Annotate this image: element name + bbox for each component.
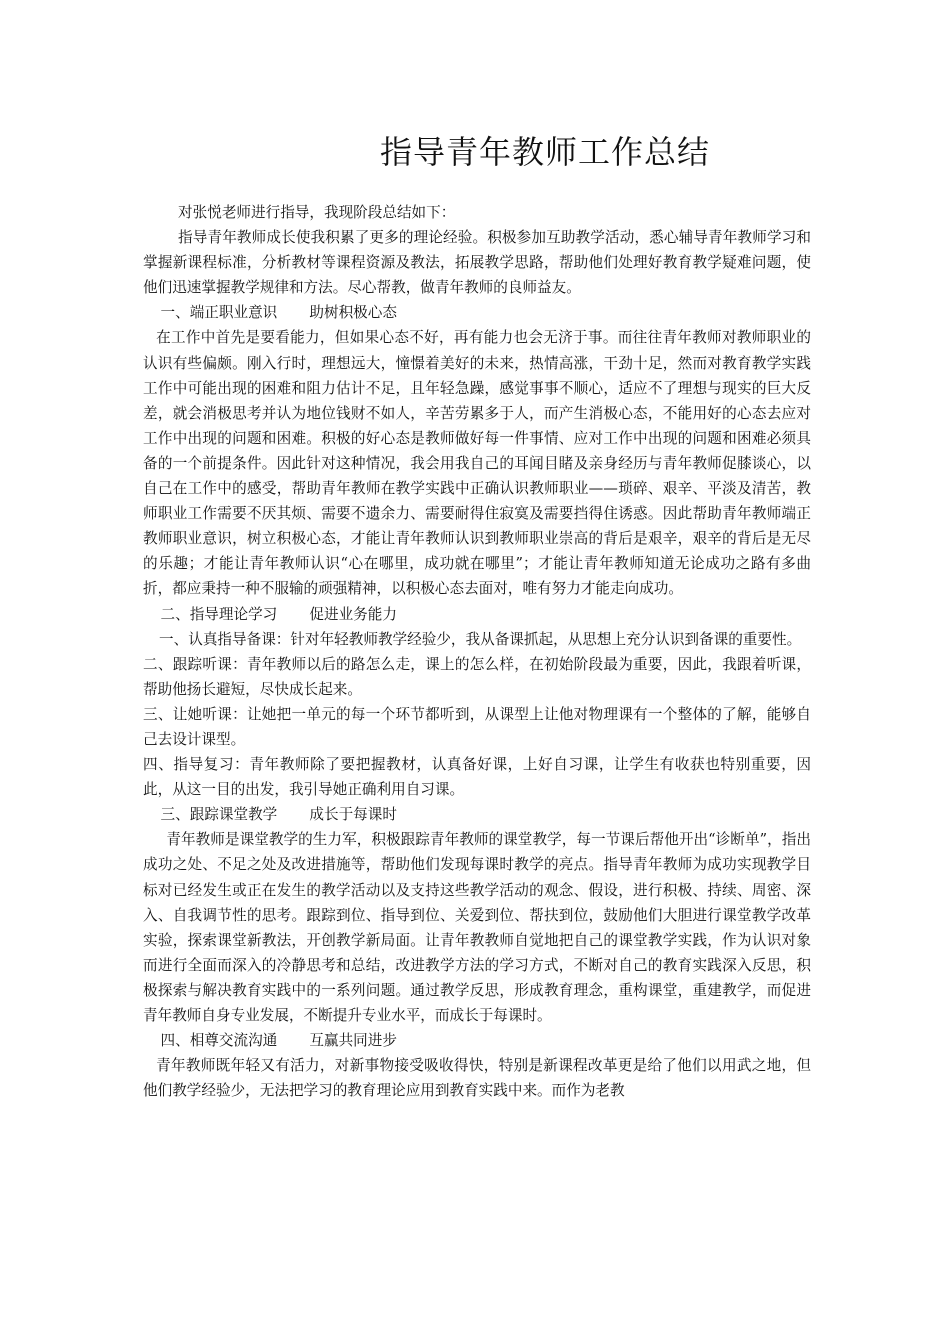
intro-paragraph: 对张悦老师进行指导，我现阶段总结如下： bbox=[178, 204, 456, 221]
section-4-paragraph: 青年教师既年轻又有活力，对新事物接受吸收得快，特别是新课程改革更是给了他们以用武之地，但他们教学经验少，无法把学习的教育理论应用到教育实践中来。而作为老教 bbox=[143, 1057, 811, 1100]
section-heading-4-subtitle: 互赢共同进步 bbox=[309, 1032, 397, 1050]
section-heading-2-title: 二、指导理论学习 bbox=[160, 605, 278, 623]
section-heading-3 bbox=[143, 802, 811, 827]
section-heading-4-title: 四、相尊交流沟通 bbox=[160, 1032, 278, 1050]
section-heading-3-subtitle: 成长于每课时 bbox=[309, 806, 397, 824]
document-body bbox=[143, 200, 811, 1103]
section-3-paragraph: 青年教师是课堂教学的生力军，积极跟踪青年教师的课堂教学，每一节课后帮他开出“诊断单”，指出成功之处、不足之处及改进措施等，帮助他们发现每课时教学的亮点。指导青年教师为成功实现教学目标对已经发生或正在发生的教学活动以及支持这些教学活动的观念、假设，进行积极、持续、周密、深入、自我调节性的思考。跟踪到位、指导到位、关爱到位、帮扶到位，鼓励他们大胆进行课堂教学改革实验，探索课堂新教法，开创教学新局面。让青年教教师自觉地把自己的课堂教学实践，作为认识对象而进行全面而深入的冷静思考和总结，改进教学方法的学习方式，不断对自己的教育实践深入反思，积极探索与解决教育实践中的一系列问题。通过教学反思，形成教育理念，重构课堂，重建教学，而促进青年教师自身专业发展，不断提升专业水平，而成长于每课时。 bbox=[143, 831, 811, 1024]
opening-paragraph: 指导青年教师成长使我积累了更多的理论经验。积极参加互助教学活动，悉心辅导青年教师学习和掌握新课程标准，分析教材等课程资源及教法，拓展教学思路，帮助他们处理好教育教学疑难问题，使他们迅速掌握教学规律和方法。尽心帮教，做青年教师的良师益友。 bbox=[143, 229, 811, 297]
section-heading-3-title: 三、跟踪课堂教学 bbox=[160, 806, 278, 824]
section-2-item: 三、让她听课：让她把一单元的每一个环节都听到，从课型上让他对物理课有一个整体的了解，能够自己去设计课型。 bbox=[143, 705, 811, 748]
section-2-item: 一、认真指导备课：针对年轻教师教学经验少，我从备课抓起，从思想上充分认识到备课的重要性。 bbox=[159, 630, 802, 648]
section-heading-1-title: 一、端正职业意识 bbox=[160, 304, 278, 322]
section-heading-1 bbox=[143, 300, 811, 325]
section-heading-4 bbox=[143, 1028, 811, 1053]
section-heading-1-subtitle: 助树积极心态 bbox=[309, 304, 397, 322]
section-2-item: 二、跟踪听课：青年教师以后的路怎么走，课上的怎么样，在初始阶段最为重要，因此，我跟着听课，帮助他扬长避短，尽快成长起来。 bbox=[143, 655, 811, 698]
document-title: 指导青年教师工作总结 bbox=[379, 133, 710, 171]
section-1-paragraph: 在工作中首先是要看能力，但如果心态不好，再有能力也会无济于事。而往往青年教师对教师职业的认识有些偏颇。刚入行时，理想远大，憧憬着美好的未来，热情高涨，干劲十足，然而对教育教学实践工作中可能出现的困难和阻力估计不足，且年轻急躁，感觉事事不顺心，适应不了理想与现实的巨大反差，就会消极思考并认为地位钱财不如人，辛苦劳累多于人，而产生消极心态，不能用好的心态去应对工作中出现的问题和困难。积极的好心态是教师做好每一件事情、应对工作中出现的问题和困难必须具备的一个前提条件。因此针对这种情况，我会用我自己的耳闻目睹及亲身经历与青年教师促膝谈心，以自己在工作中的感受，帮助青年教师在教学实践中正确认识教师职业——琐碎、艰辛、平淡及清苦，教师职业工作需要不厌其烦、需要不遗余力、需要耐得住寂寞及需要挡得住诱惑。因此帮助青年教师端正教师职业意识，树立积极心态，才能让青年教师认识到教师职业崇高的背后是艰辛，艰辛的背后是无尽的乐趣；才能让青年教师认识“心在哪里，成功就在哪里”；才能让青年教师知道无论成功之路有多曲折，都应秉持一种不服输的顽强精神，以积极心态去面对，唯有努力才能走向成功。 bbox=[143, 329, 811, 598]
section-2-item: 四、指导复习：青年教师除了要把握教材，认真备好课，上好自习课，让学生有收获也特别重要，因此，从这一目的出发，我引导她正确利用自习课。 bbox=[143, 756, 811, 799]
section-heading-2 bbox=[143, 602, 811, 627]
section-heading-2-subtitle: 促进业务能力 bbox=[309, 605, 397, 623]
